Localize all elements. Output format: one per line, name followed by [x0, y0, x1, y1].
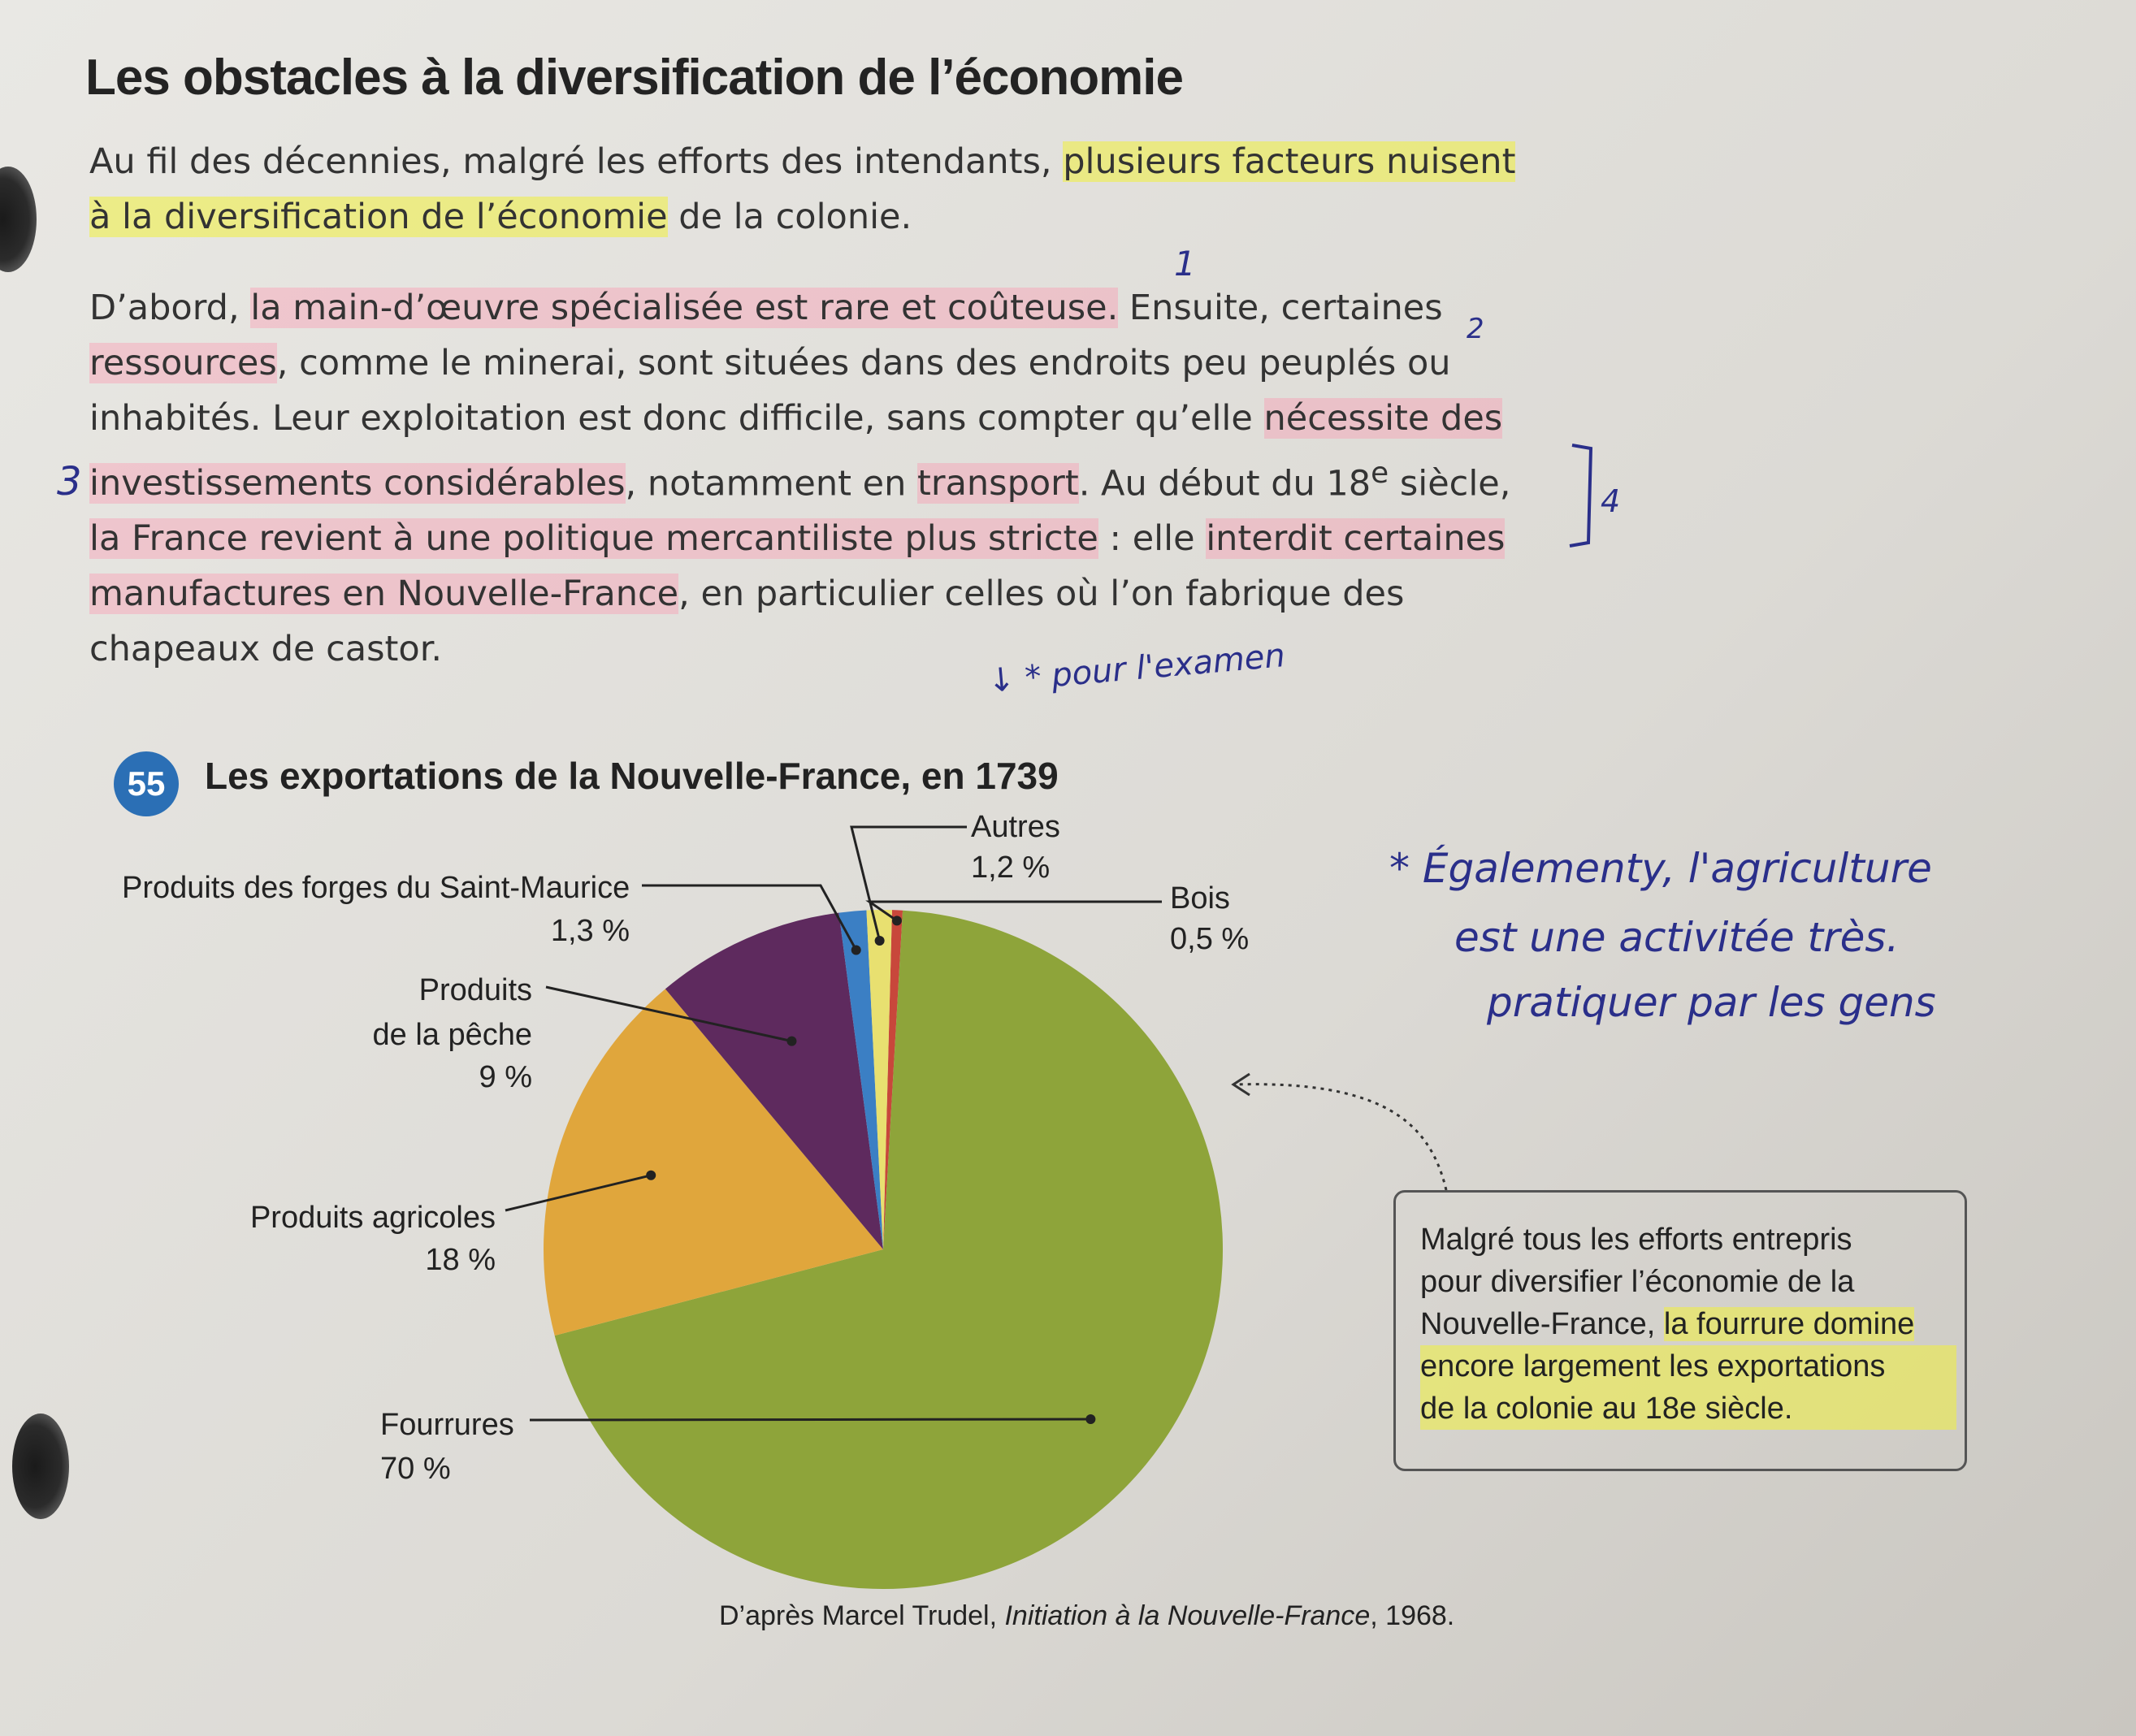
label-fourrures-value: 70 %	[380, 1452, 451, 1486]
handwritten-number: 2	[1467, 313, 1484, 345]
handwritten-number: 3	[57, 459, 82, 504]
label-autres-name: Autres	[971, 810, 1060, 844]
handwritten-exam-note: ↓ * pour l'examen	[986, 637, 1287, 700]
label-fourrures-name: Fourrures	[380, 1408, 514, 1442]
highlight-pink: la main-d’œuvre spécialisée est rare et coûteuse.	[250, 288, 1119, 328]
highlight-pink: investissements considérables	[89, 463, 626, 504]
highlight-yellow: de la colonie au 18e siècle.	[1420, 1388, 1956, 1430]
highlight-yellow: plusieurs facteurs nuisent	[1063, 141, 1516, 182]
leader-dot	[786, 1037, 796, 1046]
label-forges-name: Produits des forges du Saint-Maurice	[122, 871, 630, 905]
label-bois-value: 0,5 %	[1170, 922, 1250, 956]
chart-source: D’après Marcel Trudel, Initiation à la Nouvelle-France, 1968.	[719, 1600, 1455, 1631]
handwritten-side-note-line: * Égalementy, l'agriculture	[1389, 845, 1932, 892]
highlight-pink: transport	[917, 463, 1079, 504]
leader-dot	[646, 1171, 656, 1180]
figure-title: Les exportations de la Nouvelle-France, en 1739	[205, 755, 1059, 797]
leader-dot	[851, 945, 861, 955]
highlight-yellow: la fourrure domine	[1663, 1307, 1915, 1341]
highlight-yellow: à la diversification de l’économie	[89, 197, 668, 237]
leader-line	[530, 1419, 1090, 1420]
label-agricoles-value: 18 %	[425, 1243, 496, 1277]
body-paragraph: D’abord, la main-d’œuvre spécialisée est rare et coûteuse. Ensuite, certaines ressources, comme le minerai, sont situées dans des endroits peu peuplés ou inhabités. Leur exploitation est donc difficile, sans compter qu’elle nécessite des investissements considérables, notamment en transport. Au début du 18e siècle, la France revient à une politique mercantiliste plus stricte : elle interdit certaines manufactures en Nouvelle-France, en particulier celles où l’on fabrique des chapeaux de castor.	[89, 288, 1511, 670]
handwritten-bracket	[1570, 445, 1591, 546]
handwritten-side-note-line: pratiquer par les gens	[1487, 979, 1936, 1026]
leader-dot	[892, 916, 902, 925]
leader-dot	[1085, 1414, 1095, 1424]
callout-text: Malgré tous les efforts entrepris pour diversifier l’économie de la Nouvelle-France, la fourrure domine encore largement les exportations de la colonie au 18e siècle.	[1420, 1219, 1956, 1430]
highlight-pink: interdit certaines	[1206, 518, 1506, 560]
highlight-pink: ressources	[89, 343, 277, 383]
label-bois-name: Bois	[1170, 881, 1230, 916]
label-agricoles-name: Produits agricoles	[249, 1201, 496, 1235]
annotation-arrow	[1235, 1084, 1446, 1190]
highlight-pink: manufactures en Nouvelle-France	[89, 574, 679, 615]
figure-number-badge: 55	[114, 751, 179, 816]
label-autres-value: 1,2 %	[971, 851, 1051, 885]
page-title: Les obstacles à la diversification de l’économie	[85, 50, 1183, 106]
highlight-pink: nécessite des	[1263, 398, 1503, 439]
label-peche-value: 9 %	[479, 1060, 532, 1094]
highlight-yellow: encore largement les exportations	[1420, 1345, 1956, 1388]
label-forges-value: 1,3 %	[550, 914, 630, 948]
handwritten-side-note-line: est une activitée très.	[1454, 914, 1900, 961]
highlight-pink: la France revient à une politique mercantiliste plus stricte	[89, 518, 1098, 560]
handwritten-number: 1	[1174, 244, 1196, 284]
intro-paragraph: Au fil des décennies, malgré les efforts des intendants, plusieurs facteurs nuisent à la diversification de l’économie de la colonie.	[89, 141, 1516, 237]
leader-dot	[875, 936, 885, 946]
label-peche-name-1: Produits	[418, 973, 532, 1007]
label-peche-name-2: de la pêche	[372, 1018, 532, 1052]
handwritten-number: 4	[1601, 483, 1621, 519]
